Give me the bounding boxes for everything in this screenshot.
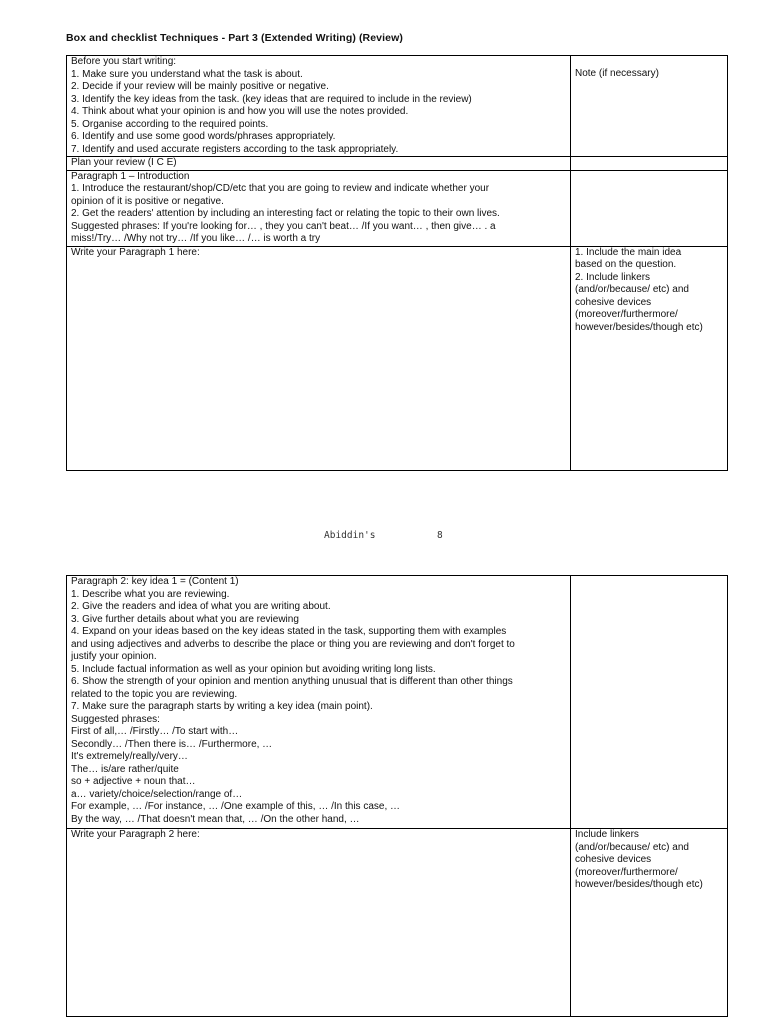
guide-line: 7. Make sure the paragraph starts by writing a key idea (main point).: [71, 701, 373, 712]
guide-line: 2. Give the readers and idea of what you are writing about.: [71, 601, 331, 612]
guide-line: 3. Give further details about what you are reviewing: [71, 613, 299, 625]
guide-line: 4. Expand on your ideas based on the key ideas stated in the task, supporting them with examples: [71, 626, 507, 637]
checklist-line: 4. Think about what your opinion is and how you will use the notes provided.: [71, 106, 409, 117]
write-paragraph2-area[interactable]: [67, 829, 571, 1017]
guide-line: 5. Include factual information as well as your opinion but avoiding writing long lists.: [71, 663, 436, 675]
write-paragraph1-area[interactable]: [67, 246, 571, 470]
paragraph2-guide-cell: [67, 576, 571, 829]
paragraph1-guide-row: [67, 170, 728, 246]
guide-line: 1. Describe what you are reviewing.: [71, 588, 230, 600]
write-paragraph1-label: Write your Paragraph 1 here:: [71, 246, 200, 258]
checklist-table-1: [66, 55, 728, 471]
checklist-line: 7. Identify and used accurate registers according to the task appropriately.: [71, 143, 399, 155]
guide-line: miss!/Try… /Why not try… /If you like… /… is worth a try: [71, 233, 321, 244]
guide-line: 1. Introduce the restaurant/shop/CD/etc that you are going to review and indicate whether your: [71, 183, 490, 194]
guide-line: opinion of it is positive or negative.: [71, 195, 224, 207]
guide-line: 2. Get the readers' attention by including an interesting fact or relating the topic to their own lives.: [71, 208, 500, 219]
note-label: Note (if necessary): [575, 68, 659, 79]
paragraph1-tips-cell: [571, 246, 728, 470]
checklist-line: 3. Identify the key ideas from the task. (key ideas that are required to include in the review): [71, 93, 472, 105]
paragraph2-note-cell[interactable]: [571, 576, 728, 829]
checklist-table-2: [66, 575, 728, 1017]
paragraph1-note-cell[interactable]: [571, 170, 728, 246]
write-paragraph2-label: Write your Paragraph 2 here:: [71, 829, 200, 840]
guide-line: Paragraph 2: key idea 1 = (Content 1): [71, 576, 239, 587]
tip-line: (moreover/furthermore/: [575, 309, 678, 320]
guide-line: 6. Show the strength of your opinion and mention anything unusual that is different than other things: [71, 676, 513, 687]
tip-line: Include linkers: [575, 829, 639, 840]
tip-line: (and/or/because/ etc) and: [575, 284, 689, 295]
footer-author: Abiddin's: [324, 530, 376, 541]
phrase-line: First of all,… /Firstly… /To start with…: [71, 726, 239, 737]
tip-line: cohesive devices: [575, 296, 652, 308]
guide-line: justify your opinion.: [71, 651, 157, 662]
checklist-line: 5. Organise according to the required points.: [71, 118, 269, 130]
plan-row: [67, 157, 728, 171]
tip-line: (moreover/furthermore/: [575, 866, 678, 878]
guide-line: Suggested phrases: If you're looking for… , they you can't beat… /If you want… , then give… . a: [71, 220, 496, 232]
before-writing-cell: [67, 56, 571, 157]
before-writing-row: [67, 56, 728, 157]
phrase-line: For example, … /For instance, … /One example of this, … /In this case, …: [71, 801, 401, 812]
paragraph2-tips-cell: [571, 829, 728, 1017]
guide-line: Paragraph 1 – Introduction: [71, 170, 190, 182]
paragraph2-guide-row: [67, 576, 728, 829]
phrase-line: so + adjective + noun that…: [71, 776, 196, 787]
note-cell[interactable]: [571, 56, 728, 157]
phrase-line: a… variety/choice/selection/range of…: [71, 788, 243, 800]
checklist-line: Before you start writing:: [71, 56, 177, 67]
tip-line: however/besides/though etc): [575, 879, 703, 890]
write-paragraph2-row: [67, 829, 728, 1017]
tip-line: 1. Include the main idea: [575, 246, 682, 258]
plan-note-cell[interactable]: [571, 157, 728, 171]
phrase-line: By the way, … /That doesn't mean that, … /On the other hand, …: [71, 813, 360, 825]
tip-line: based on the question.: [575, 259, 677, 270]
plan-cell: [67, 157, 571, 171]
paragraph1-guide-cell: [67, 170, 571, 246]
phrase-line: The… is/are rather/quite: [71, 763, 179, 775]
phrase-line: It's extremely/really/very…: [71, 751, 188, 762]
guide-line: related to the topic you are reviewing.: [71, 688, 238, 700]
guide-line: Suggested phrases:: [71, 713, 160, 725]
phrase-line: Secondly… /Then there is… /Furthermore, …: [71, 738, 273, 750]
checklist-line: 1. Make sure you understand what the task is about.: [71, 68, 303, 80]
page-number: 8: [437, 530, 443, 541]
plan-label: Plan your review (I C E): [71, 157, 177, 168]
checklist-line: 2. Decide if your review will be mainly positive or negative.: [71, 81, 329, 92]
tip-line: (and/or/because/ etc) and: [575, 841, 689, 853]
guide-line: and using adjectives and adverbs to describe the place or thing you are reviewing and don't forget to: [71, 638, 515, 650]
tip-line: cohesive devices: [575, 854, 652, 865]
tip-line: 2. Include linkers: [575, 271, 651, 283]
checklist-line: 6. Identify and use some good words/phrases appropriately.: [71, 131, 336, 142]
write-paragraph1-row: [67, 246, 728, 470]
document-title: Box and checklist Techniques - Part 3 (Extended Writing) (Review): [66, 32, 403, 44]
tip-line: however/besides/though etc): [575, 321, 703, 333]
